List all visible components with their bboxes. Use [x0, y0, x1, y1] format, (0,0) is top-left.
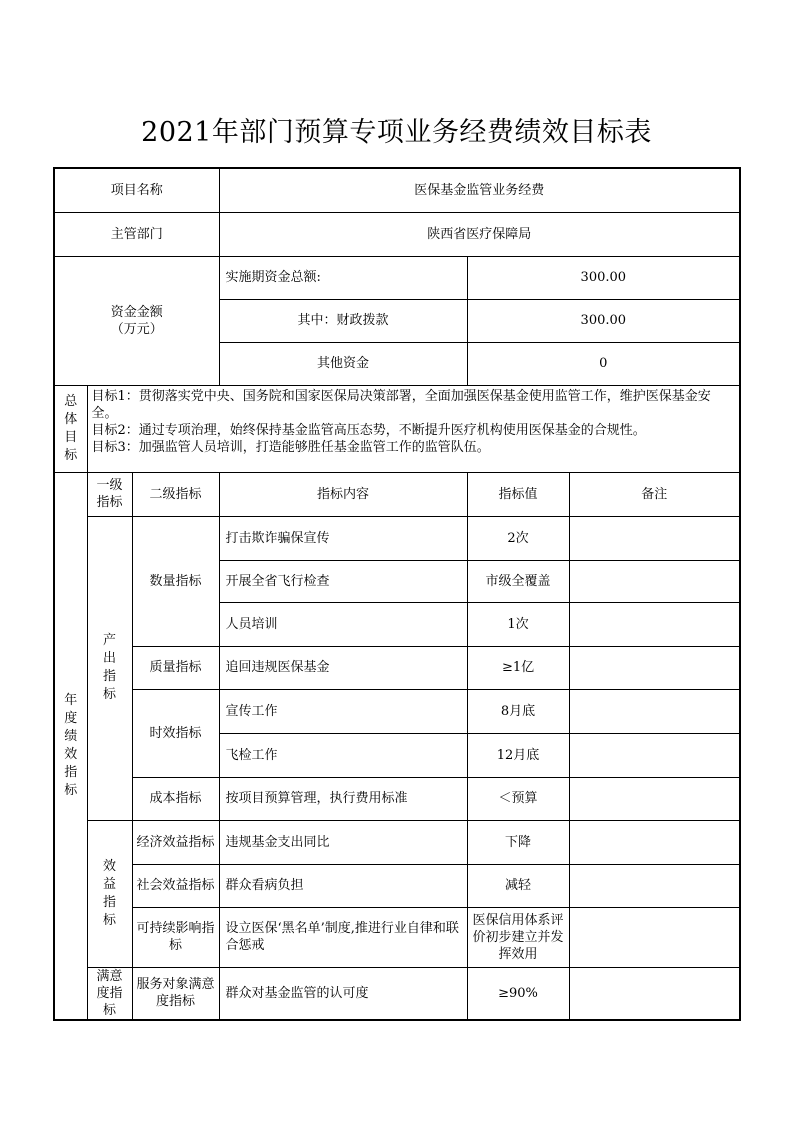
- sustain-benefit-label: 可持续影响指标: [132, 907, 219, 967]
- social-benefit-label: 社会效益指标: [132, 864, 219, 907]
- department-value: 陕西省医疗保障局: [219, 212, 740, 256]
- project-name-value: 医保基金监管业务经费: [219, 168, 740, 212]
- funds-total-label: 实施期资金总额:: [219, 256, 467, 299]
- indicator-remark: [569, 516, 740, 560]
- goal-3: 目标3：加强监管人员培训，打造能够胜任基金监管工作的监管队伍。: [91, 439, 490, 455]
- indicator-value: 2次: [467, 516, 569, 560]
- header-content: 指标内容: [219, 472, 467, 516]
- indicator-remark: [569, 602, 740, 646]
- indicator-content: 违规基金支出同比: [219, 820, 467, 864]
- goal-1: 目标1：贯彻落实党中央、国务院和国家医保局决策部署，全面加强医保基金使用监管工作，维护医保基金安全。: [91, 388, 711, 421]
- indicator-content: 设立医保‘黑名单’制度,推进行业自律和联合惩戒: [219, 907, 467, 967]
- indicator-value: 市级全覆盖: [467, 560, 569, 602]
- funds-label: 资金金额: [110, 304, 163, 320]
- indicator-value: 12月底: [467, 733, 569, 777]
- timeliness-indicators-label: 时效指标: [132, 689, 219, 777]
- funds-fiscal-value: 300.00: [467, 299, 740, 342]
- overall-goals-content: [87, 385, 740, 472]
- indicator-value: 医保信用体系评价初步建立并发挥效用: [467, 907, 569, 967]
- overall-goals-label-cell: [54, 385, 87, 472]
- funds-fiscal-label: 其中：财政拨款: [219, 299, 467, 342]
- annual-indicators-label-cell: [54, 472, 87, 1020]
- indicator-content: 宣传工作: [219, 689, 467, 733]
- economic-benefit-label: 经济效益指标: [132, 820, 219, 864]
- quality-indicators-label: 质量指标: [132, 646, 219, 689]
- indicator-remark: [569, 864, 740, 907]
- service-satisfaction-label: 服务对象满意度指标: [132, 967, 219, 1020]
- output-indicators-label-cell: [87, 516, 132, 820]
- overall-goals-label: 总体目标: [64, 393, 78, 463]
- indicator-value: ≥1亿: [467, 646, 569, 689]
- indicator-remark: [569, 733, 740, 777]
- indicator-remark: [569, 967, 740, 1020]
- indicator-remark: [569, 646, 740, 689]
- header-remark: 备注: [569, 472, 740, 516]
- funds-unit: （万元）: [110, 321, 163, 337]
- indicator-value: 下降: [467, 820, 569, 864]
- output-indicators-label: 产出指标: [102, 633, 116, 702]
- header-level2: 二级指标: [132, 472, 219, 516]
- indicator-value: 减轻: [467, 864, 569, 907]
- goal-2: 目标2：通过专项治理，始终保持基金监管高压态势，不断提升医疗机构使用医保基金的合规性。: [91, 422, 646, 438]
- indicator-content: 群众看病负担: [219, 864, 467, 907]
- funds-other-value: 0: [467, 342, 740, 385]
- indicator-content: 飞检工作: [219, 733, 467, 777]
- indicator-value: ＜预算: [467, 777, 569, 820]
- quantity-indicators-label: 数量指标: [132, 516, 219, 646]
- header-level1: 一级指标: [87, 472, 132, 516]
- funds-other-label: 其他资金: [219, 342, 467, 385]
- indicator-value: ≥90%: [467, 967, 569, 1020]
- header-value: 指标值: [467, 472, 569, 516]
- indicator-remark: [569, 689, 740, 733]
- satisfaction-indicators-label: 满意度指标: [87, 967, 132, 1020]
- indicator-remark: [569, 777, 740, 820]
- funds-total-value: 300.00: [467, 256, 740, 299]
- indicator-remark: [569, 820, 740, 864]
- indicator-remark: [569, 907, 740, 967]
- indicator-content: 开展全省飞行检查: [219, 560, 467, 602]
- benefit-indicators-label: 效益指标: [102, 858, 116, 928]
- cost-indicators-label: 成本指标: [132, 777, 219, 820]
- funds-label-cell: [54, 256, 219, 385]
- department-label: 主管部门: [54, 212, 219, 256]
- indicator-value: 8月底: [467, 689, 569, 733]
- performance-table: [53, 167, 741, 1021]
- indicator-content: 群众对基金监管的认可度: [219, 967, 467, 1020]
- project-name-label: 项目名称: [54, 168, 219, 212]
- page-title: 2021年部门预算专项业务经费绩效目标表: [141, 117, 652, 148]
- indicator-remark: [569, 560, 740, 602]
- indicator-content: 人员培训: [219, 602, 467, 646]
- indicator-content: 打击欺诈骗保宣传: [219, 516, 467, 560]
- annual-indicators-label: 年度绩效指标: [64, 692, 78, 798]
- benefit-indicators-label-cell: [87, 820, 132, 967]
- indicator-value: 1次: [467, 602, 569, 646]
- indicator-content: 追回违规医保基金: [219, 646, 467, 689]
- indicator-content: 按项目预算管理，执行费用标准: [219, 777, 467, 820]
